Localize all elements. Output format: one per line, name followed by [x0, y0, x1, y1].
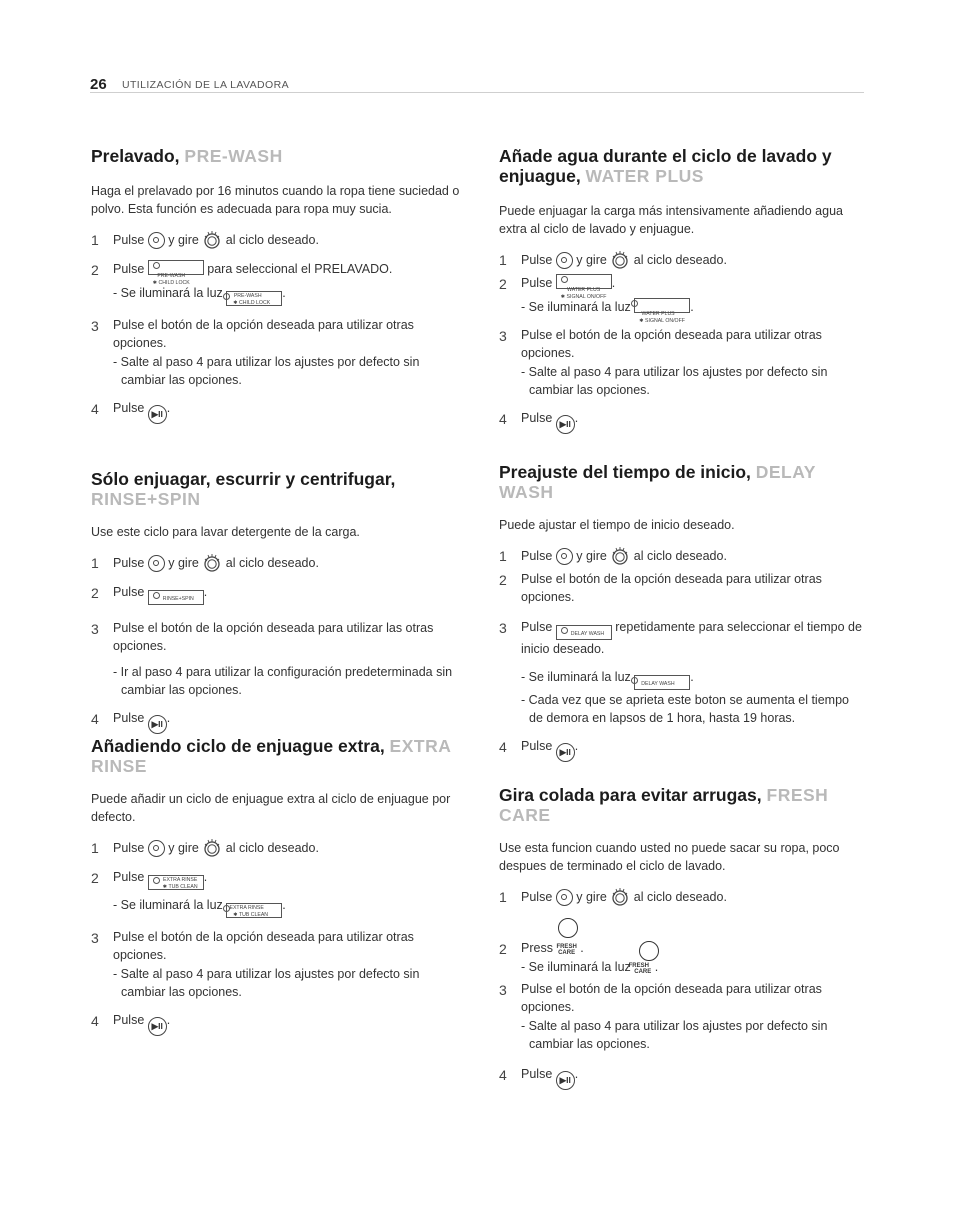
step-1: 1 Pulse y gire al ciclo deseado. — [91, 232, 319, 248]
section-prewash — [91, 146, 461, 424]
delaywash-button-icon: DELAY WASH — [556, 625, 612, 640]
section-freshcare — [499, 785, 867, 1090]
waterplus-intro: Puede enjuagar la carga más intensivamente añadiendo agua extra al ciclo de lavado y enjuague. — [499, 204, 843, 236]
step-3-note: - Salte al paso 4 para utilizar los ajustes por defecto sin cambiar las opciones. — [521, 1019, 828, 1051]
power-icon — [556, 889, 573, 906]
step-2-note: - Se iluminará la luz PRE-WASH ✱ CHILD LOCK. — [113, 286, 286, 306]
page-header — [90, 76, 864, 93]
dial-icon — [202, 553, 222, 573]
dial-icon — [202, 230, 222, 250]
step-3: 3 Pulse el botón de la opción deseada para utilizar otras opciones. — [499, 982, 822, 1014]
step-3-note-2: - Cada vez que se aprieta este boton se aumenta el tiempo de demora en lapsos de 1 hora, hasta 19 horas. — [521, 693, 849, 725]
freshcare-light-icon: FRESH CARE — [628, 963, 652, 975]
dial-icon — [202, 838, 222, 858]
rinsespin-intro: Use este ciclo para lavar detergente de la carga. — [91, 525, 360, 539]
step-3-note: - Salte al paso 4 para utilizar los ajustes por defecto sin cambiar las opciones. — [113, 355, 420, 387]
delaywash-light-icon: DELAY WASH — [634, 675, 690, 690]
step-4: 4 Pulse ▶II . — [499, 1065, 867, 1090]
freshcare-intro: Use esta funcion cuando usted no puede sacar su ropa, poco despues de terminado el ciclo de lavado. — [499, 841, 840, 873]
start-pause-icon: ▶II — [148, 715, 167, 734]
step-3: 3 Pulse DELAY WASH repetidamente para seleccionar el tiempo de inicio deseado. — [499, 620, 862, 656]
step-2: 2 Pulse PRE-WASH ✱ CHILD LOCK para seleccional el PRELAVADO. — [91, 262, 393, 286]
step-3-note: - Ir al paso 4 para utilizar la configuración predeterminada sin cambiar las opciones. — [113, 665, 453, 697]
delaywash-intro: Puede ajustar el tiempo de inicio deseado. — [499, 518, 735, 532]
section-waterplus — [499, 146, 869, 434]
freshcare-light-circle-icon — [639, 941, 659, 961]
step-2-note: - Se iluminará la luz WATER PLUS ✱ SIGNAL ON/OFF. — [521, 300, 694, 324]
step-2: 2 Press FRESH CARE . — [499, 941, 584, 957]
step-1: 1 Pulse y gire al ciclo deseado. — [499, 252, 727, 268]
step-4: 4 Pulse ▶II . — [91, 399, 461, 424]
rinsespin-button-icon: RINSE+SPIN — [148, 590, 204, 605]
power-icon — [148, 555, 165, 572]
power-icon — [556, 252, 573, 269]
start-pause-icon: ▶II — [556, 743, 575, 762]
step-3-note: - Salte al paso 4 para utilizar los ajustes por defecto sin cambiar las opciones. — [113, 967, 420, 999]
step-2-note: - Se iluminará la luz EXTRA RINSE ✱ TUB CLEAN. — [113, 898, 286, 918]
step-1: 1 Pulse y gire al ciclo deseado. — [91, 555, 319, 571]
extrarinse-intro: Puede añadir un ciclo de enjuague extra al ciclo de enjuague por defecto. — [91, 792, 451, 824]
power-icon — [148, 840, 165, 857]
freshcare-heading: Gira colada para evitar arrugas, FRESH CARE — [499, 785, 829, 825]
start-pause-icon: ▶II — [556, 415, 575, 434]
step-2-note: - Se iluminará la luz FRESH CARE . — [521, 960, 659, 975]
step-3-note-1: - Se iluminará la luz DELAY WASH . — [499, 668, 864, 690]
freshcare-button-icon: FRESH CARE — [556, 944, 577, 956]
step-3: 3 Pulse el botón de la opción deseada para utilizar otras opciones. — [91, 930, 414, 962]
step-4: 4 Pulse ▶II . — [91, 709, 461, 734]
waterplus-heading: Añade agua durante el ciclo de lavado y enjuague, WATER PLUS — [499, 146, 832, 186]
step-3-note: - Salte al paso 4 para utilizar los ajustes por defecto sin cambiar las opciones. — [521, 365, 828, 397]
power-icon — [148, 232, 165, 249]
extrarinse-light-icon: EXTRA RINSE ✱ TUB CLEAN — [226, 903, 282, 918]
dial-icon — [610, 887, 630, 907]
prewash-heading: Prelavado, PRE-WASH — [91, 146, 283, 166]
step-2: 2 Pulse RINSE+SPIN . — [91, 583, 461, 605]
section-extrarinse — [91, 736, 461, 1036]
step-3: 3 Pulse el botón de la opción deseada para utilizar las otras opciones. — [91, 621, 434, 653]
step-2: 2 Pulse WATER PLUS ✱ SIGNAL ON/OFF. — [499, 276, 616, 300]
step-2: 2 Pulse EXTRA RINSE ✱ TUB CLEAN. — [91, 870, 208, 890]
step-4: 4 Pulse ▶II . — [499, 737, 864, 762]
step-1: 1 Pulse y gire al ciclo deseado. — [91, 840, 319, 856]
start-pause-icon: ▶II — [148, 405, 167, 424]
waterplus-light-icon: WATER PLUS ✱ SIGNAL ON/OFF — [634, 298, 690, 313]
section-delaywash — [499, 462, 864, 762]
step-1: 1 Pulse y gire al ciclo deseado. — [499, 889, 727, 905]
section-rinsespin — [91, 469, 461, 734]
dial-icon — [610, 546, 630, 566]
prewash-light-icon: PRE-WASH ✱ CHILD LOCK — [226, 291, 282, 306]
section-title: UTILIZACIÓN DE LA LAVADORA — [122, 79, 289, 91]
step-3: 3 Pulse el botón de la opción deseada para utilizar otras opciones. — [91, 318, 414, 350]
page-number: 26 — [90, 76, 107, 93]
delaywash-heading: Preajuste del tiempo de inicio, DELAY WASH — [499, 462, 816, 502]
extrarinse-button-icon: EXTRA RINSE ✱ TUB CLEAN — [148, 875, 204, 890]
step-3: 3 Pulse el botón de la opción deseada para utilizar otras opciones. — [499, 328, 822, 360]
start-pause-icon: ▶II — [148, 1017, 167, 1036]
step-1: 1 Pulse y gire al ciclo deseado. — [499, 548, 727, 564]
step-2: 2 Pulse el botón de la opción deseada para utilizar otras opciones. — [499, 572, 822, 604]
freshcare-indicator-circle-icon — [558, 918, 578, 938]
power-icon — [556, 548, 573, 565]
extrarinse-heading: Añadiendo ciclo de enjuague extra, EXTRA RINSE — [91, 736, 451, 776]
prewash-intro: Haga el prelavado por 16 minutos cuando la ropa tiene suciedad o polvo. Esta función es adecuada para ropa muy sucia. — [91, 184, 460, 216]
waterplus-button-icon: WATER PLUS ✱ SIGNAL ON/OFF — [556, 274, 612, 289]
dial-icon — [610, 250, 630, 270]
start-pause-icon: ▶II — [556, 1071, 575, 1090]
step-4: 4 Pulse ▶II . — [91, 1011, 461, 1036]
step-4: 4 Pulse ▶II . — [499, 409, 869, 434]
rinsespin-heading: Sólo enjuagar, escurrir y centrifugar, RINSE+SPIN — [91, 469, 396, 509]
prewash-button-icon: PRE-WASH ✱ CHILD LOCK — [148, 260, 204, 275]
